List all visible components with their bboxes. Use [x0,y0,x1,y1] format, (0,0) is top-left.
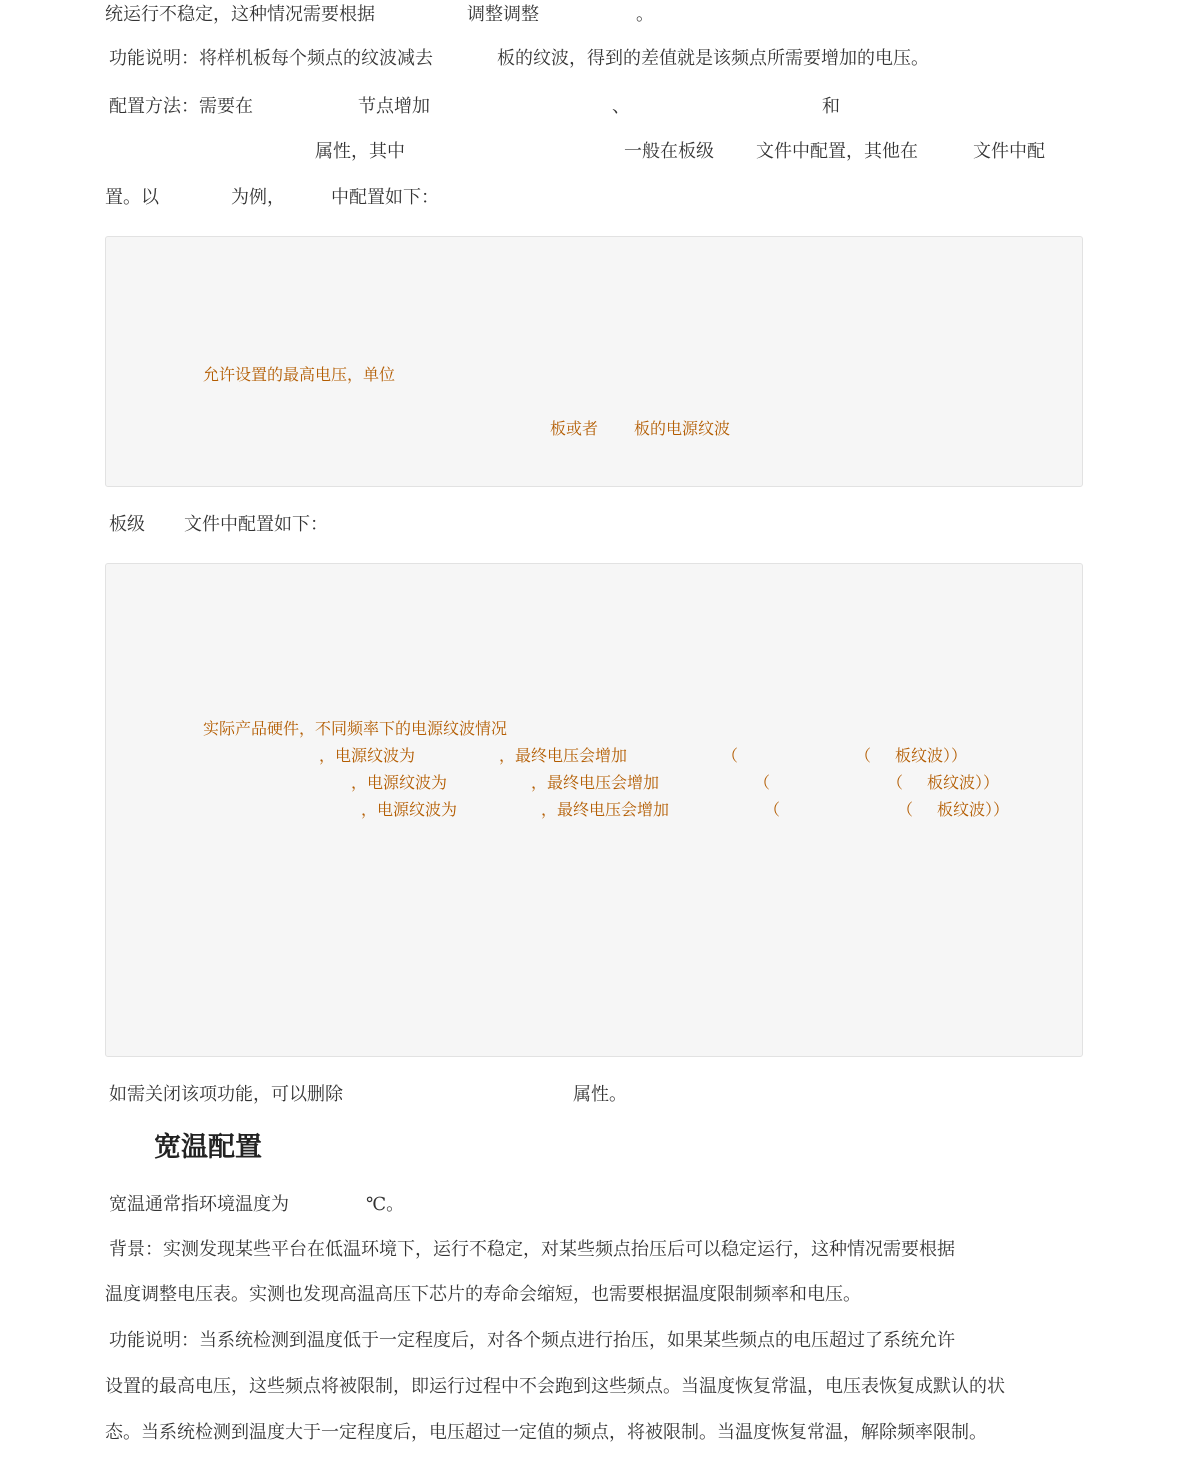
code-comment: （ [754,773,771,792]
code-comment: 实际产品硬件，不同频率下的电源纹波情况 [203,719,508,738]
code-comment: （ [722,746,739,765]
text-line: 中配置如下： [331,187,439,208]
text-line: 文件中配置如下： [184,514,328,535]
text-line: 态。当系统检测到温度大于一定程度后，电压超过一定值的频点，将被限制。当温度恢复常温，解除频率限制。 [105,1422,987,1443]
text-line: 属性，其中 [315,141,405,162]
code-comment: （ [897,800,914,819]
section-heading: 宽温配置 [154,1132,262,1163]
text-line: 调整调整 [467,4,539,25]
text-line: ℃。 [366,1194,405,1215]
text-line: 、 [612,96,630,117]
text-line: 配置方法：需要在 [109,96,253,117]
code-block [105,236,1083,487]
text-line: 统运行不稳定，这种情况需要根据 [105,4,375,25]
code-comment: ，电源纹波为 [319,746,416,765]
text-line: 功能说明：将样机板每个频点的纹波减去 [109,48,433,69]
text-line: 置。以 [105,187,159,208]
text-line: 功能说明：当系统检测到温度低于一定程度后，对各个频点进行抬压，如果某些频点的电压超过了系统允许 [109,1330,955,1351]
code-comment: 允许设置的最高电压，单位 [203,365,396,384]
code-comment: ，最终电压会增加 [541,800,670,819]
code-comment: 板纹波）） [937,800,1010,819]
text-line: 如需关闭该项功能，可以删除 [109,1084,343,1105]
text-line: 设置的最高电压，这些频点将被限制，即运行过程中不会跑到这些频点。当温度恢复常温，电压表恢复成默认的状 [105,1376,1005,1397]
code-comment: （ [764,800,781,819]
code-comment: 板的电源纹波 [634,419,731,438]
text-line: 一般在板级 [624,141,714,162]
text-line: 温度调整电压表。实测也发现高温高压下芯片的寿命会缩短，也需要根据温度限制频率和电压。 [105,1284,861,1305]
text-line: 宽温通常指环境温度为 [109,1194,289,1215]
code-block [105,563,1083,1057]
text-line: 为例， [231,187,285,208]
code-comment: ，电源纹波为 [361,800,458,819]
code-comment: 板或者 [550,419,599,438]
text-line: 板级 [109,514,145,535]
code-comment: （ [855,746,872,765]
text-line: 文件中配置，其他在 [756,141,918,162]
text-line: 背景：实测发现某些平台在低温环境下，运行不稳定，对某些频点抬压后可以稳定运行，这种情况需要根据 [109,1239,955,1260]
text-line: 板的纹波，得到的差值就是该频点所需要增加的电压。 [497,48,929,69]
code-comment: （ [887,773,904,792]
text-line: 节点增加 [358,96,430,117]
text-line: 和 [822,96,840,117]
text-line: 文件中配 [973,141,1045,162]
code-comment: ，最终电压会增加 [531,773,660,792]
code-comment: 板纹波）） [927,773,1000,792]
code-comment: ，电源纹波为 [351,773,448,792]
text-line: 属性。 [573,1084,627,1105]
text-line: 。 [636,4,654,25]
code-comment: 板纹波）） [895,746,968,765]
code-comment: ，最终电压会增加 [499,746,628,765]
